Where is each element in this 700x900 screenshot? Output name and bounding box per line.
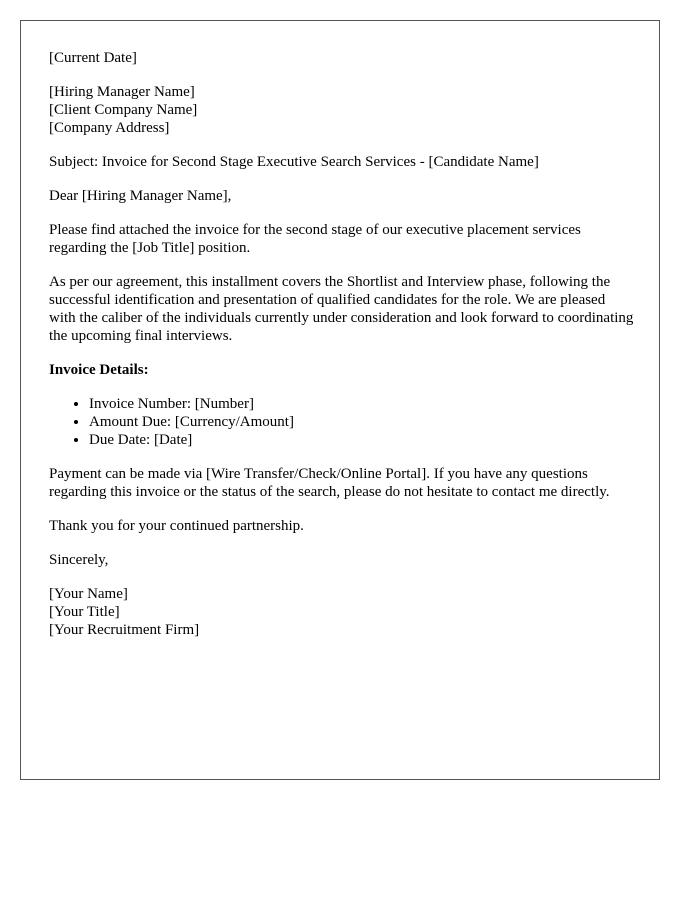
subject-line: Subject: Invoice for Second Stage Executive Search Services - [Candidate Name] <box>49 154 539 170</box>
invoice-details-heading: Invoice Details: <box>49 362 149 378</box>
due-date-item: • Due Date: [Date] <box>89 431 634 449</box>
amount-due-item: • Amount Due: [Currency/Amount] <box>89 413 634 431</box>
invoice-details-list <box>49 395 634 449</box>
letter-date: [Current Date] <box>49 50 137 66</box>
recipient-company: [Client Company Name] <box>49 102 198 118</box>
letter-body <box>49 49 634 655</box>
signature-name: [Your Name] <box>49 586 128 602</box>
salutation: Dear [Hiring Manager Name], <box>49 188 232 204</box>
invoice-number-item: • Invoice Number: [Number] <box>89 395 634 413</box>
recipient-name: [Hiring Manager Name] <box>49 84 195 100</box>
thanks-paragraph: Thank you for your continued partnership. <box>49 518 304 534</box>
recipient-block <box>49 83 634 137</box>
payment-paragraph: Payment can be made via [Wire Transfer/Check/Online Portal]. If you have any questions regarding this invoice or the status of the search, please do not hesitate to contact me directly. <box>49 466 610 500</box>
agreement-paragraph: As per our agreement, this installment covers the Shortlist and Interview phase, following the successful identification and presentation of qualified candidates for the role. We are pleased with the caliber of the individuals currently under consideration and look forward to coordinating the upcoming final interviews. <box>49 274 634 344</box>
closing: Sincerely, <box>49 552 109 568</box>
signature-block <box>49 585 634 639</box>
date-block <box>49 49 634 67</box>
signature-title: [Your Title] <box>49 604 120 620</box>
recipient-address: [Company Address] <box>49 120 170 136</box>
signature-firm: [Your Recruitment Firm] <box>49 622 200 638</box>
intro-paragraph: Please find attached the invoice for the second stage of our executive placement services regarding the [Job Title] position. <box>49 222 581 256</box>
letter-page <box>20 20 660 780</box>
